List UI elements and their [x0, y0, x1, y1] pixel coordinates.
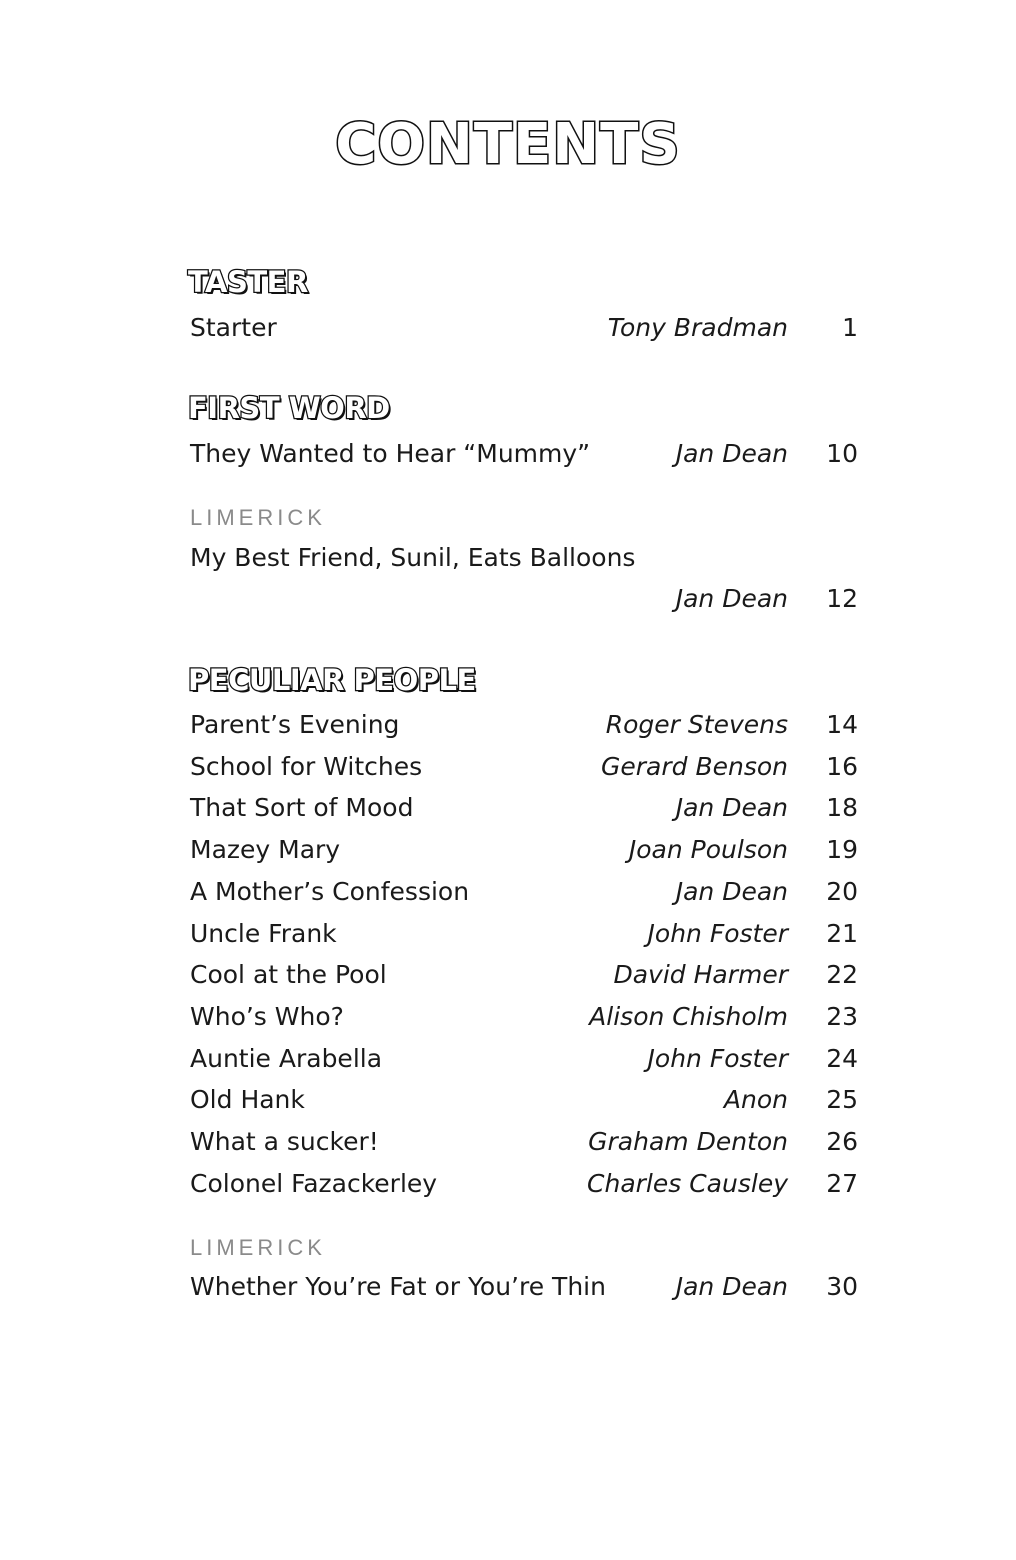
entry-page: 26 — [826, 1127, 858, 1156]
toc-entry[interactable] — [190, 1039, 858, 1079]
entry-author: Graham Denton — [588, 1127, 788, 1156]
toc-entry[interactable] — [190, 955, 858, 995]
entry-title: Cool at the Pool — [190, 960, 387, 989]
section-heading-taster: TASTER — [188, 265, 308, 299]
entry-author: David Harmer — [613, 960, 788, 989]
entry-title: What a sucker! — [190, 1127, 379, 1156]
limerick-label: LIMERICK — [190, 1235, 326, 1260]
entry-author: Tony Bradman — [607, 313, 788, 342]
entry-author: Alison Chisholm — [589, 1002, 788, 1031]
entry-author: John Foster — [647, 919, 788, 948]
toc-entry[interactable] — [190, 788, 858, 828]
entry-title: Who’s Who? — [190, 1002, 344, 1031]
toc-entry[interactable] — [190, 1122, 858, 1162]
entry-page: 19 — [826, 835, 858, 864]
section-heading-peculiar-people: PECULIAR PEOPLE — [188, 663, 476, 697]
entry-page: 18 — [826, 793, 858, 822]
entry-author: Jan Dean — [675, 877, 788, 906]
entry-author: John Foster — [647, 1044, 788, 1073]
entry-title: Uncle Frank — [190, 919, 337, 948]
entry-title: Mazey Mary — [190, 835, 341, 864]
entry-page: 12 — [826, 584, 858, 613]
entry-page: 27 — [826, 1169, 858, 1198]
entry-title: School for Witches — [190, 752, 423, 781]
entry-page: 10 — [826, 439, 858, 468]
toc-entry[interactable] — [190, 705, 858, 745]
entry-page: 24 — [826, 1044, 858, 1073]
entry-author: Gerard Benson — [601, 752, 788, 781]
toc-entry[interactable] — [190, 1080, 858, 1120]
entry-author: Jan Dean — [675, 793, 788, 822]
entry-title: They Wanted to Hear “Mummy” — [190, 439, 591, 468]
entry-title: Auntie Arabella — [190, 1044, 383, 1073]
entry-author: Anon — [723, 1085, 788, 1114]
entry-page: 14 — [826, 710, 858, 739]
entry-title: Parent’s Evening — [190, 710, 400, 739]
entry-title: That Sort of Mood — [190, 793, 414, 822]
limerick-label: LIMERICK — [190, 505, 326, 530]
toc-entry[interactable] — [190, 1164, 858, 1204]
toc-entry[interactable] — [190, 1267, 858, 1307]
entry-author: Joan Poulson — [628, 835, 788, 864]
toc-entry[interactable] — [190, 830, 858, 870]
entry-author: Jan Dean — [675, 1272, 788, 1301]
entry-page: 30 — [826, 1272, 858, 1301]
entry-title: Colonel Fazackerley — [190, 1169, 438, 1198]
entry-page: 16 — [826, 752, 858, 781]
entry-author: Jan Dean — [675, 584, 788, 613]
entry-page: 20 — [826, 877, 858, 906]
toc-entry[interactable] — [190, 997, 858, 1037]
entry-author: Charles Causley — [587, 1169, 788, 1198]
toc-entry-title-line[interactable] — [190, 538, 858, 578]
entry-page: 21 — [826, 919, 858, 948]
entry-title: My Best Friend, Sunil, Eats Balloons — [190, 543, 636, 572]
toc-entry-author-line[interactable] — [190, 579, 858, 619]
entry-title: Starter — [190, 313, 277, 342]
entry-page: 22 — [826, 960, 858, 989]
entry-author: Jan Dean — [675, 439, 788, 468]
section-heading-first-word: FIRST WORD — [188, 391, 390, 425]
entry-title: Old Hank — [190, 1085, 305, 1114]
entry-author: Roger Stevens — [605, 710, 788, 739]
entry-page: 23 — [826, 1002, 858, 1031]
entry-page: 25 — [826, 1085, 858, 1114]
entry-page: 1 — [842, 313, 858, 342]
entry-title: Whether You’re Fat or You’re Thin — [190, 1272, 606, 1301]
toc-entry[interactable] — [190, 872, 858, 912]
toc-entry[interactable] — [190, 434, 858, 474]
toc-entry[interactable] — [190, 308, 858, 348]
toc-entry[interactable] — [190, 747, 858, 787]
page-title: CONTENTS — [335, 112, 681, 177]
toc-entry[interactable] — [190, 914, 858, 954]
entry-title: A Mother’s Confession — [190, 877, 470, 906]
